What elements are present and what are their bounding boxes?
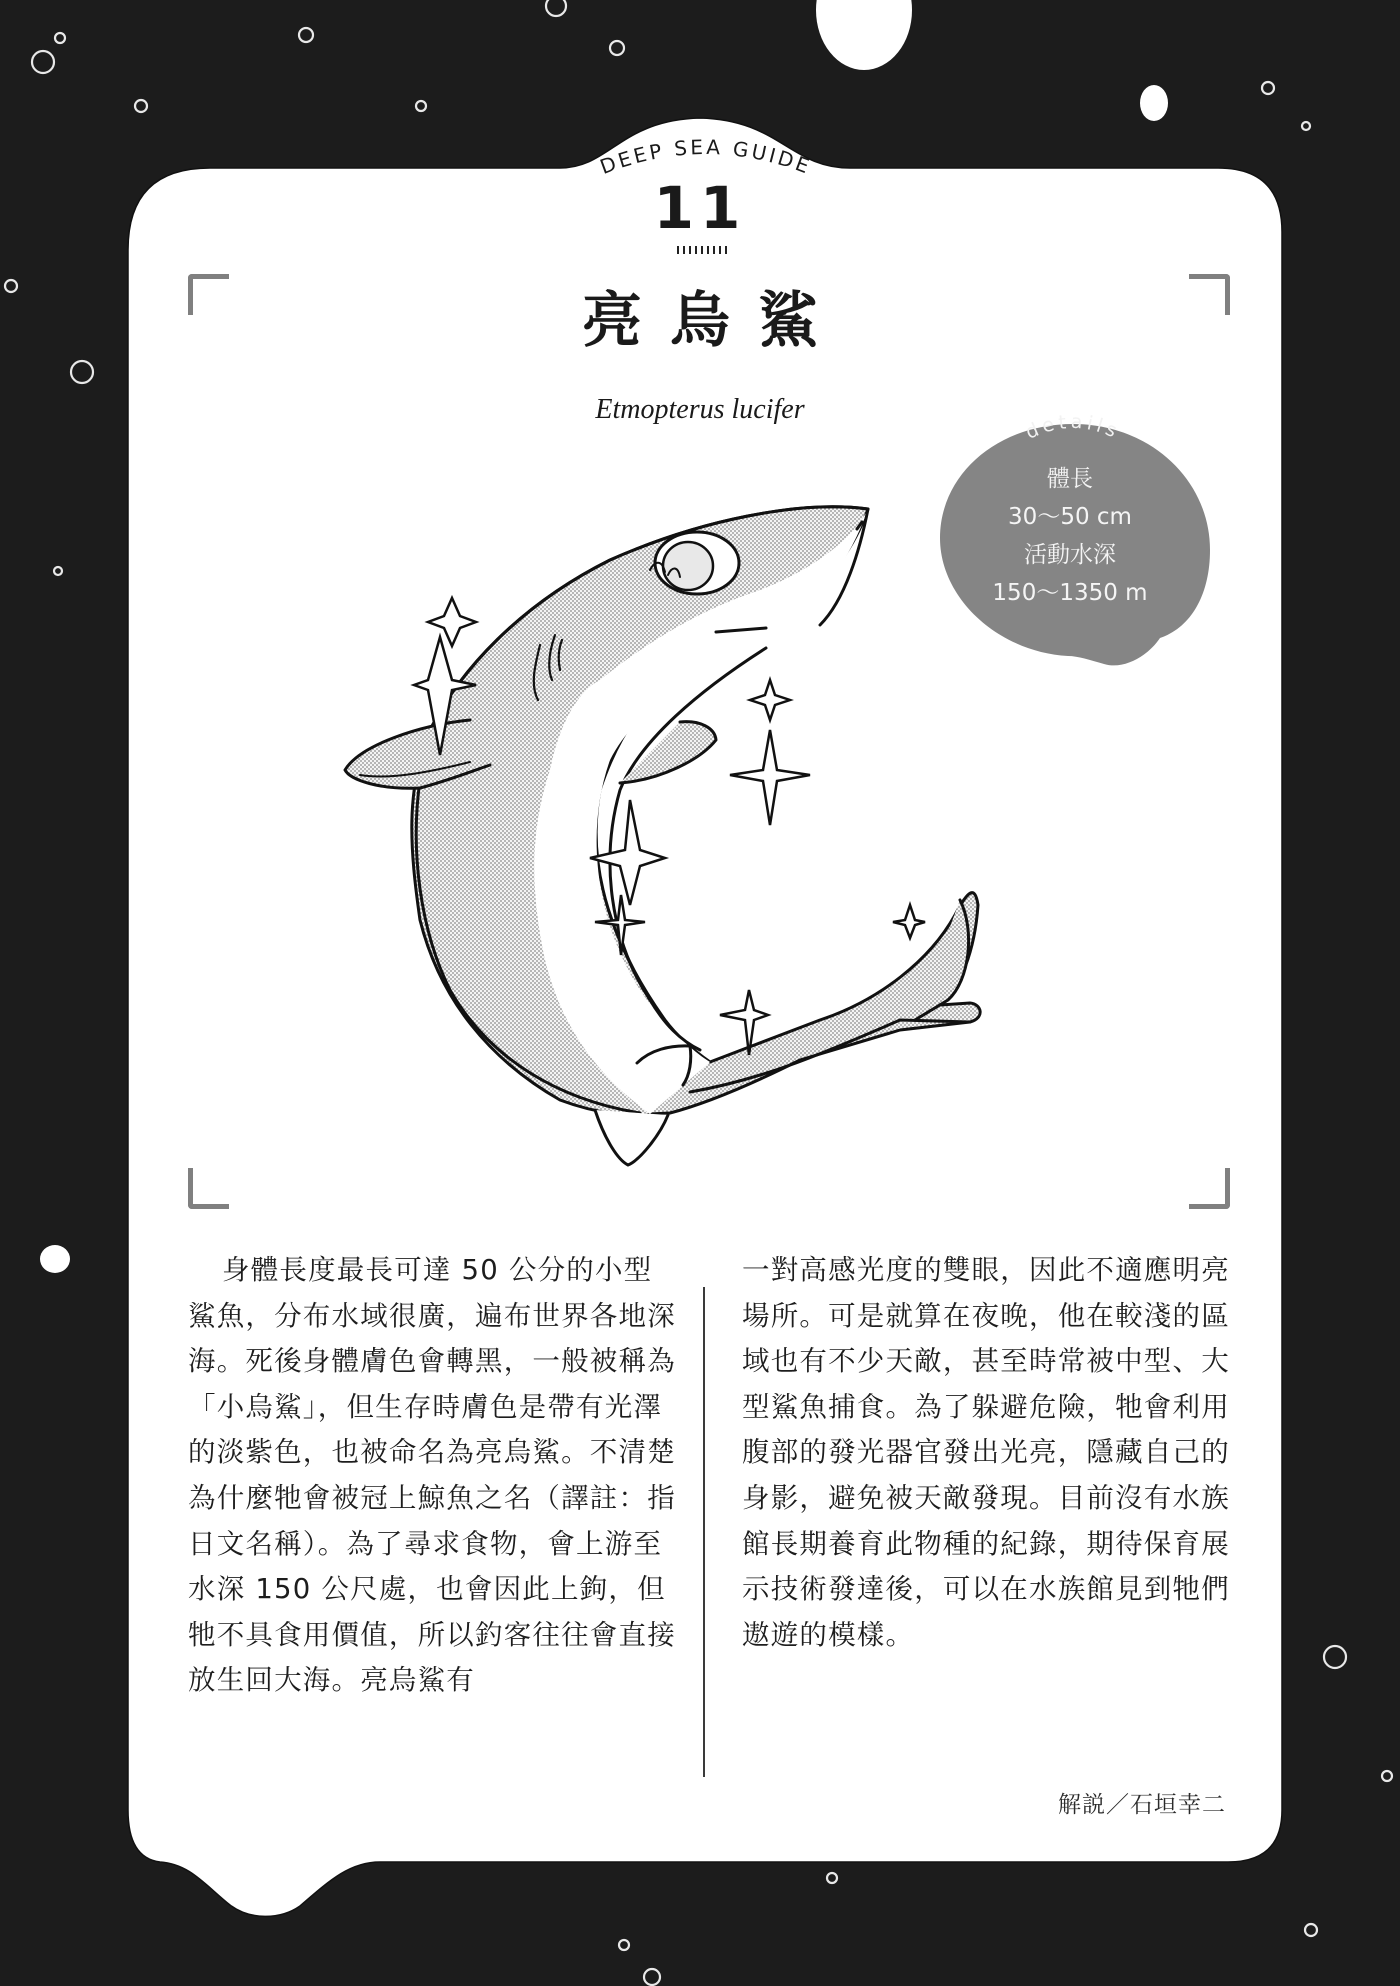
body-length-value: 30～50 cm: [1008, 504, 1132, 530]
article-right-text: 一對高感光度的雙眼，因此不適應明亮場所。可是就算在夜晚，他在較淺的區域也有不少天敵，甚至時常被中型、大型鯊魚捕食。為了躲避危險，牠會利用腹部的發光器官發出光亮，隱藏自己的身影，避免被天敵發現。目前沒有水族館長期養育此物種的紀錄，期待保育展示技術發達後，可以在水族館見到牠們遨遊的模樣。: [742, 1254, 1230, 1651]
bubble-solid: [40, 1245, 70, 1273]
column-divider: [703, 1287, 705, 1777]
frame-corner-bottom-right: [1189, 1168, 1230, 1209]
details-label: details: [1022, 410, 1124, 444]
article-left-text: 身體長度最長可達 50 公分的小型鯊魚，分布水域很廣，遍布世界各地深海。死後身體膚色會轉黑，一般被稱為「小烏鯊」，但生存時膚色是帶有光澤的淡紫色，也被命名為亮烏鯊。不清楚為什麼牠會被冠上鯨魚之名（譯註：指日文名稱）。為了尋求食物，會上游至水深 150 公尺處，也會因此上鉤，但牠不具食用價值，所以釣客往往會直接放生回大海。亮烏鯊有: [188, 1254, 676, 1697]
issue-number: 11: [653, 174, 747, 242]
series-label: DEEP SEA GUIDE: [596, 134, 816, 180]
bubble-solid: [1140, 85, 1168, 121]
shark-body: [412, 507, 980, 1116]
frame-corner-bottom-left: [188, 1168, 229, 1209]
body-length-label: 體長: [1047, 466, 1093, 492]
species-scientific-name: Etmopterus lucifer: [595, 394, 805, 425]
depth-value: 150～1350 m: [992, 580, 1148, 606]
issue-number-ticks: [677, 246, 731, 254]
shark-illustration: [330, 480, 990, 1180]
article-right-column: [742, 1248, 1230, 1658]
article-left-column: [188, 1248, 676, 1704]
author-credit: 解説／石垣幸二: [1058, 1792, 1226, 1818]
species-common-name: 亮烏鯊: [582, 286, 846, 356]
svg-text:DEEP SEA GUIDE: [597, 135, 815, 179]
depth-label: 活動水深: [1024, 542, 1116, 568]
